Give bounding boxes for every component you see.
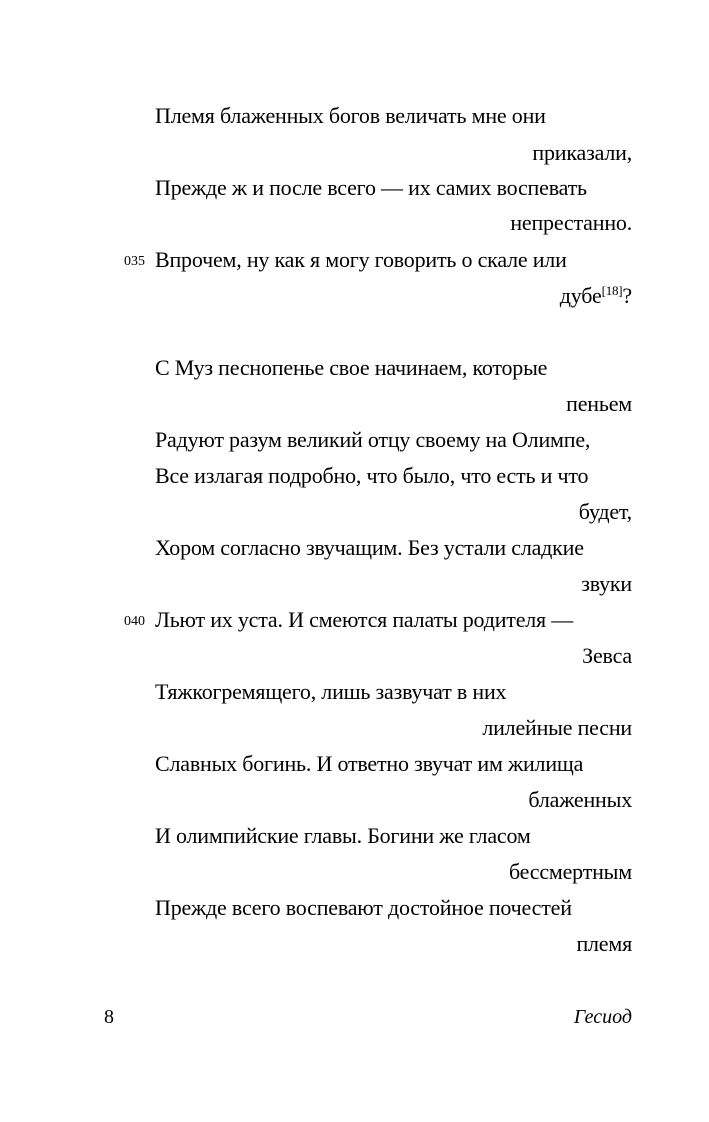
line-number: 035 [124, 254, 145, 269]
running-head: Гесиод [573, 1006, 632, 1028]
verse-line-continuation: блаженных [528, 787, 632, 812]
page-number: 8 [104, 1006, 114, 1028]
verse-line: Прежде всего воспевают достойное почестей [155, 895, 572, 920]
verse-line: Все излагая подробно, что было, что есть и что [155, 463, 589, 488]
verse-line-continuation: звуки [581, 571, 632, 596]
verse-line: Впрочем, ну как я могу говорить о скале или [155, 247, 567, 272]
line-number: 040 [124, 614, 145, 629]
verse-line-continuation: бессмертным [508, 859, 632, 884]
footnote-reference[interactable]: [18] [601, 283, 623, 298]
verse-word: дубе [559, 283, 602, 308]
verse-line: С Муз песнопенье свое начинаем, которые [155, 355, 548, 380]
verse-line-continuation: будет, [578, 499, 632, 524]
verse-line: Славных богинь. И ответно звучат им жилища [155, 751, 584, 776]
verse-punctuation: ? [622, 283, 632, 308]
verse-line-continuation: приказали, [532, 140, 632, 165]
verse-line-continuation: пеньем [566, 391, 632, 416]
verse-line: Прежде ж и после всего — их самих воспевать [155, 175, 587, 200]
verse-line: И олимпийские главы. Богини же гласом [155, 823, 531, 848]
verse-line-continuation: лилейные песни [482, 715, 632, 740]
verse-line-continuation: племя [576, 931, 632, 956]
verse-line-continuation: непрестанно. [510, 210, 632, 235]
verse-line: Льют их уста. И смеются палаты родителя — [155, 607, 574, 632]
verse-line-continuation: Зевса [582, 643, 632, 668]
verse-line: Племя блаженных богов величать мне они [155, 103, 546, 128]
verse-line: Тяжкогремящего, лишь зазвучат в них [155, 679, 507, 704]
verse-line: Радуют разум великий отцу своему на Олимпе, [155, 427, 591, 452]
verse-line-continuation [560, 283, 632, 312]
verse-line: Хором согласно звучащим. Без устали сладкие [155, 535, 584, 560]
